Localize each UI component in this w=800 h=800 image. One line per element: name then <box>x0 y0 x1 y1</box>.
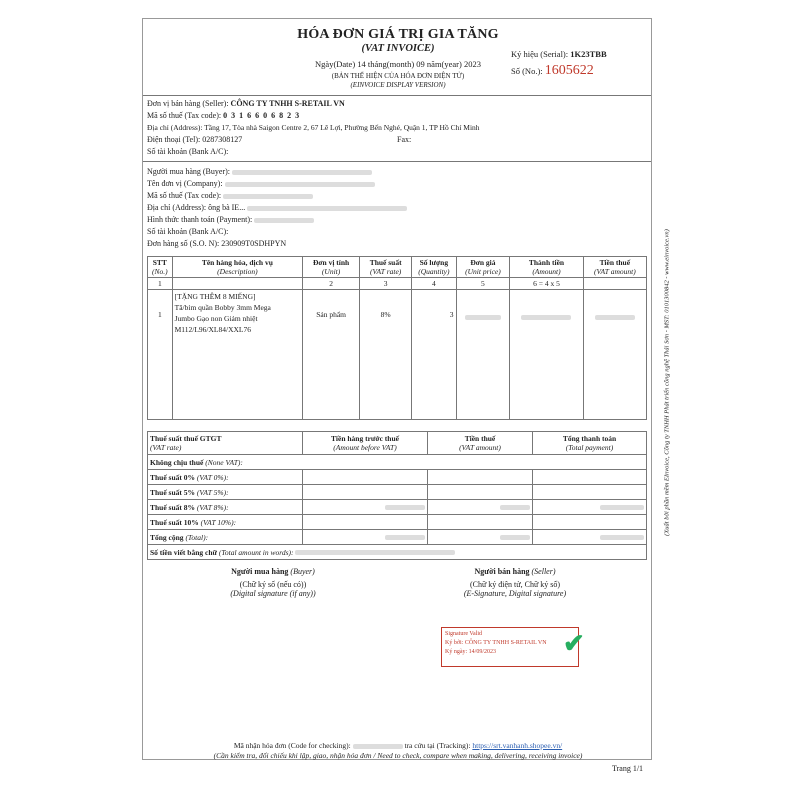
col-unit-price: Đơn giá (Unit price) <box>456 257 510 278</box>
buyer-payment: Hình thức thanh toán (Payment): <box>147 215 314 224</box>
summary-row: Thuế suất 8% (VAT 8%): <box>148 500 647 515</box>
display-version-en: (EINVOICE DISPLAY VERSION) <box>350 81 446 89</box>
summary-row: Thuế suất 0% (VAT 0%): <box>148 470 647 485</box>
invoice-date: Ngày(Date) 14 tháng(month) 09 năm(year) 2023 <box>315 59 481 69</box>
summary-row: Không chịu thuế (None VAT): <box>148 455 647 470</box>
divider <box>143 161 651 162</box>
summary-table <box>147 431 647 560</box>
footer-tracking: Mã nhận hóa đơn (Code for checking): tra cứu tại (Tracking): https://srt.vanhanh.shopee.vn/ <box>233 741 563 750</box>
buyer-address: Địa chỉ (Address): ông bà IE... <box>147 203 407 212</box>
side-note: (Xuất bởi phần mềm EInvoice, Công ty TNHH Phát triển công nghệ Thái Sơn - MST: 0101300842 - www.einvoice.vn) <box>663 229 671 536</box>
col-vat-rate: Thuế suất (VAT rate) <box>360 257 412 278</box>
serial: Ký hiệu (Serial): 1K23TBB <box>511 49 607 59</box>
col-no: STT (No.) <box>148 257 173 278</box>
seller-tax: Mã số thuế (Tax code): 0 3 1 6 6 0 6 8 2 3 <box>147 111 301 120</box>
table-header-row <box>148 257 647 278</box>
summary-row: Thuế suất 10% (VAT 10%): <box>148 515 647 530</box>
divider <box>143 95 651 96</box>
seller-tel: Điện thoại (Tel): 0287308127 <box>147 135 243 144</box>
tracking-link[interactable]: https://srt.vanhanh.shopee.vn/ <box>472 741 563 750</box>
buyer-bank: Số tài khoản (Bank A/C): <box>147 227 229 236</box>
check-icon: ✔ <box>563 629 585 658</box>
seller-address: Địa chỉ (Address): Tầng 17, Tòa nhà Saigon Centre 2, 67 Lê Lợi, Phường Bến Nghé, Quận 1, TP Hồ Chí Minh <box>147 123 480 132</box>
item-description: [TẶNG THÊM 8 MIẾNG] Tã/bỉm quần Bobby 3mm Mega Jumbo Gạo non Giảm nhiệt M112/L96/XL84/XXL76 <box>172 290 303 420</box>
summary-row: Thuế suất 5% (VAT 5%): <box>148 485 647 500</box>
seller-signature: Người bán hàng (Seller) (Chữ ký điện tử, Chữ ký số) (E-Signature, Digital signature) <box>463 567 567 598</box>
invoice-number: Số (No.): 1605622 <box>511 63 594 78</box>
signature-valid-box: Signature Valid Ký bởi: CÔNG TY TNHH S-RETAIL VN Ký ngày: 14/09/2023 <box>441 627 579 667</box>
col-quantity: Số lượng (Quantity) <box>412 257 456 278</box>
summary-total-row: Tổng cộng (Total): <box>148 530 647 545</box>
buyer-order: Đơn hàng số (S.O. N): 230909T0SDHPYN <box>147 239 287 248</box>
col-amount: Thành tiền (Amount) <box>510 257 583 278</box>
buyer-signature: Người mua hàng (Buyer) (Chữ ký số (nếu có)) (Digital signature (if any)) <box>230 567 316 598</box>
display-version-vn: (BẢN THỂ HIỆN CỦA HÓA ĐƠN ĐIỆN TỬ) <box>331 72 465 80</box>
page-number: Trang 1/1 <box>612 764 644 773</box>
invoice-subtitle: (VAT INVOICE) <box>361 43 435 54</box>
invoice-title: HÓA ĐƠN GIÁ TRỊ GIA TĂNG <box>297 27 499 42</box>
seller-name: Đơn vị bán hàng (Seller): CÔNG TY TNHH S-RETAIL VN <box>147 99 345 108</box>
footer-note: (Cần kiểm tra, đối chiếu khi lập, giao, nhận hóa đơn / Need to check, compare when making, delivering, receiving invoice) <box>213 751 583 760</box>
seller-bank: Số tài khoản (Bank A/C): <box>147 147 229 156</box>
items-table <box>147 256 647 420</box>
col-vat-amount: Tiền thuế (VAT amount) <box>583 257 646 278</box>
table-row: 1 [TẶNG THÊM 8 MIẾNG] Tã/bỉm quần Bobby 3mm Mega Jumbo Gạo non Giảm nhiệt M112/L96/XL84/XXL76 Sản phẩm 8% 3 <box>148 290 647 420</box>
amount-in-words-row: Số tiền viết bằng chữ (Total amount in words): <box>148 545 647 560</box>
seller-fax: Fax: <box>397 135 412 144</box>
buyer-name: Người mua hàng (Buyer): <box>147 167 372 176</box>
col-description: Tên hàng hóa, dịch vụ (Description) <box>172 257 303 278</box>
table-index-row: 1 2 3 4 5 6 = 4 x 5 <box>148 278 647 290</box>
summary-header: Thuế suất thuế GTGT (VAT rate) Tiền hàng trước thuế (Amount before VAT) Tiền thuế (VAT amount) Tổng thanh toán (Total payment) <box>148 432 647 455</box>
buyer-tax: Mã số thuế (Tax code): <box>147 191 313 200</box>
invoice-page <box>142 18 652 760</box>
col-unit: Đơn vị tính (Unit) <box>303 257 360 278</box>
buyer-company: Tên đơn vị (Company): <box>147 179 375 188</box>
